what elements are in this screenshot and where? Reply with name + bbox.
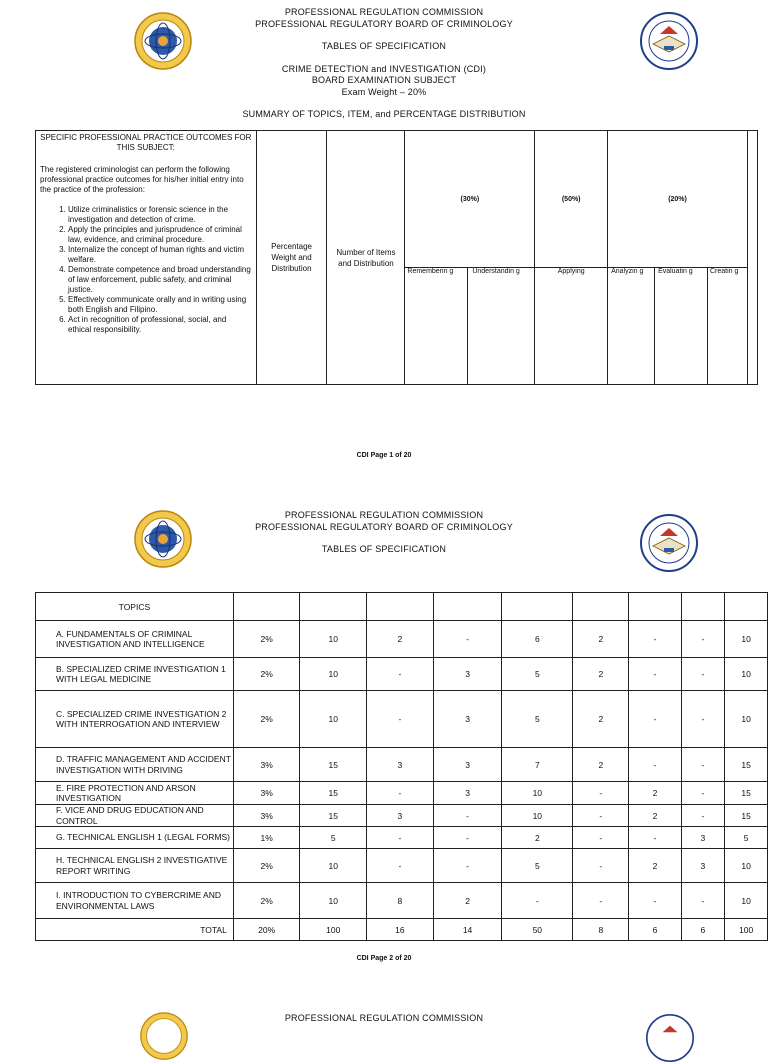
- evaluating-cell: 2: [629, 782, 681, 805]
- evaluating-cell: -: [629, 748, 681, 782]
- analyzing-cell: -: [573, 849, 629, 883]
- topic-cell: G. TECHNICAL ENGLISH 1 (LEGAL FORMS): [36, 827, 234, 849]
- table-row: [36, 782, 768, 805]
- outcomes-heading: SPECIFIC PROFESSIONAL PRACTICE OUTCOMES FOR THIS SUBJECT:: [40, 133, 252, 152]
- pct-cell: 2%: [233, 849, 300, 883]
- header-title: TABLES OF SPECIFICATION: [321, 544, 447, 554]
- list-item: 1. Utilize criminalistics or forensic science in the investigation and detection of crime.: [68, 205, 252, 225]
- total-row: [36, 919, 768, 941]
- total-cell: 100: [725, 919, 768, 941]
- col-items-header: [327, 131, 405, 385]
- creating-cell: 3: [681, 827, 725, 849]
- understanding-cell: 3: [433, 691, 502, 748]
- applying-cell: 6: [502, 621, 573, 658]
- total-cell: 10: [725, 849, 768, 883]
- pct-cell: 2%: [233, 691, 300, 748]
- remembering-cell: -: [367, 849, 434, 883]
- analyzing-cell: -: [573, 827, 629, 849]
- applying-cell: 5: [502, 849, 573, 883]
- header-summary: SUMMARY OF TOPICS, ITEM, and PERCENTAGE DISTRIBUTION: [242, 109, 526, 119]
- topic-cell: F. VICE AND DRUG EDUCATION AND CONTROL: [36, 805, 234, 827]
- topic-cell: D. TRAFFIC MANAGEMENT AND ACCIDENT INVESTIGATION WITH DRIVING: [36, 748, 234, 782]
- outcomes-intro: The registered criminologist can perform the following professional practice outcomes for his/her initial entry into the practice of the profession:: [40, 165, 244, 194]
- items-cell: 10: [300, 691, 367, 748]
- outcomes-list: [40, 205, 252, 335]
- table-row: [36, 621, 768, 658]
- applying-cell: 5: [502, 658, 573, 691]
- total-cell: 15: [725, 748, 768, 782]
- col-percentage-label: Percentage Weight and Distribution: [271, 242, 312, 273]
- items-cell: 10: [300, 883, 367, 919]
- level-evaluating: Evaluatin g: [655, 268, 708, 385]
- items-cell: 10: [300, 849, 367, 883]
- evaluating-cell: -: [629, 658, 681, 691]
- list-item: 5. Effectively communicate orally and in writing using both English and Filipino.: [68, 295, 252, 315]
- remembering-cell: 3: [367, 748, 434, 782]
- pct-cell: 2%: [233, 658, 300, 691]
- group-50-header: (50%): [535, 131, 608, 268]
- remembering-cell: 3: [367, 805, 434, 827]
- applying-cell: 50: [502, 919, 573, 941]
- header-subject: CRIME DETECTION and INVESTIGATION (CDI): [281, 63, 487, 74]
- topic-cell: A. FUNDAMENTALS OF CRIMINAL INVESTIGATION AND INTELLIGENCE: [36, 621, 234, 658]
- understanding-cell: -: [433, 621, 502, 658]
- table-row: [36, 691, 768, 748]
- evaluating-cell: -: [629, 621, 681, 658]
- total-cell: 10: [725, 658, 768, 691]
- remembering-cell: -: [367, 782, 434, 805]
- applying-cell: 2: [502, 827, 573, 849]
- topics-header: TOPICS: [36, 593, 234, 621]
- creating-cell: -: [681, 621, 725, 658]
- applying-cell: -: [502, 883, 573, 919]
- table-row: [36, 805, 768, 827]
- creating-cell: -: [681, 805, 725, 827]
- items-cell: 100: [300, 919, 367, 941]
- col-percentage-header: [256, 131, 327, 385]
- creating-cell: -: [681, 782, 725, 805]
- creating-cell: -: [681, 748, 725, 782]
- total-cell: 15: [725, 782, 768, 805]
- header-exam-subject: BOARD EXAMINATION SUBJECT: [311, 75, 457, 85]
- understanding-cell: 3: [433, 658, 502, 691]
- evaluating-cell: 6: [629, 919, 681, 941]
- understanding-cell: 2: [433, 883, 502, 919]
- pct-cell: 2%: [233, 621, 300, 658]
- items-cell: 15: [300, 805, 367, 827]
- analyzing-cell: -: [573, 782, 629, 805]
- list-item: 3. Internalize the concept of human rights and victim welfare.: [68, 245, 252, 265]
- remembering-cell: -: [367, 691, 434, 748]
- group-20-header: (20%): [608, 131, 748, 268]
- table-row: [36, 849, 768, 883]
- understanding-cell: -: [433, 827, 502, 849]
- analyzing-cell: 8: [573, 919, 629, 941]
- understanding-cell: 3: [433, 782, 502, 805]
- table-row: [36, 658, 768, 691]
- topics-table: [35, 592, 768, 941]
- list-item: 6. Act in recognition of professional, social, and ethical responsibility.: [68, 315, 252, 335]
- analyzing-cell: -: [573, 805, 629, 827]
- applying-cell: 5: [502, 691, 573, 748]
- analyzing-cell: 2: [573, 621, 629, 658]
- evaluating-cell: -: [629, 827, 681, 849]
- applying-cell: 7: [502, 748, 573, 782]
- items-cell: 15: [300, 748, 367, 782]
- header-commission: PROFESSIONAL REGULATION COMMISSION: [284, 510, 484, 520]
- items-cell: 15: [300, 782, 367, 805]
- applying-cell: 10: [502, 805, 573, 827]
- evaluating-cell: -: [629, 691, 681, 748]
- list-item: 4. Demonstrate competence and broad understanding of law enforcement, public safety, and criminal justice.: [68, 265, 252, 295]
- level-remembering: Rememberin g: [405, 268, 468, 385]
- topic-cell: H. TECHNICAL ENGLISH 2 INVESTIGATIVE REPORT WRITING: [36, 849, 234, 883]
- total-cell: 5: [725, 827, 768, 849]
- pct-cell: 2%: [233, 883, 300, 919]
- header-title: TABLES OF SPECIFICATION: [321, 41, 447, 51]
- evaluating-cell: -: [629, 883, 681, 919]
- evaluating-cell: 2: [629, 805, 681, 827]
- header-commission: PROFESSIONAL REGULATION COMMISSION: [284, 7, 484, 17]
- analyzing-cell: 2: [573, 748, 629, 782]
- topic-cell: C. SPECIALIZED CRIME INVESTIGATION 2 WITH INTERROGATION AND INTERVIEW: [36, 691, 234, 748]
- table-row: [36, 827, 768, 849]
- remembering-cell: -: [367, 658, 434, 691]
- remembering-cell: 8: [367, 883, 434, 919]
- remembering-cell: 16: [367, 919, 434, 941]
- items-cell: 10: [300, 621, 367, 658]
- header-exam-weight: Exam Weight – 20%: [341, 86, 427, 97]
- group-30-header: (30%): [405, 131, 535, 268]
- topic-cell: B. SPECIALIZED CRIME INVESTIGATION 1 WITH LEGAL MEDICINE: [36, 658, 234, 691]
- creating-cell: -: [681, 883, 725, 919]
- total-cell: 10: [725, 691, 768, 748]
- table-row: [36, 883, 768, 919]
- items-cell: 5: [300, 827, 367, 849]
- creating-cell: -: [681, 658, 725, 691]
- level-analyzing: Analyzin g: [608, 268, 655, 385]
- header-board: PROFESSIONAL REGULATORY BOARD OF CRIMINOLOGY: [255, 18, 513, 29]
- analyzing-cell: -: [573, 883, 629, 919]
- pct-cell: 20%: [233, 919, 300, 941]
- topic-cell: I. INTRODUCTION TO CYBERCRIME AND ENVIRONMENTAL LAWS: [36, 883, 234, 919]
- analyzing-cell: 2: [573, 691, 629, 748]
- total-cell: 10: [725, 883, 768, 919]
- outcomes-table: [35, 130, 758, 385]
- level-creating: Creatin g: [708, 268, 748, 385]
- remembering-cell: -: [367, 827, 434, 849]
- header-board: PROFESSIONAL REGULATORY BOARD OF CRIMINOLOGY: [255, 521, 513, 532]
- page-2-footer: CDI Page 2 of 20: [356, 955, 412, 962]
- col-items-label: Number of Items and Distribution: [336, 247, 396, 268]
- remembering-cell: 2: [367, 621, 434, 658]
- total-label: TOTAL: [36, 919, 234, 941]
- creating-cell: 6: [681, 919, 725, 941]
- evaluating-cell: 2: [629, 849, 681, 883]
- understanding-cell: 3: [433, 748, 502, 782]
- pct-cell: 1%: [233, 827, 300, 849]
- total-cell: 10: [725, 621, 768, 658]
- items-cell: 10: [300, 658, 367, 691]
- pct-cell: 3%: [233, 748, 300, 782]
- outcomes-cell: [36, 131, 257, 385]
- list-item: 2. Apply the principles and jurisprudence of criminal law, evidence, and criminal procedure.: [68, 225, 252, 245]
- understanding-cell: 14: [433, 919, 502, 941]
- pct-cell: 3%: [233, 782, 300, 805]
- pct-cell: 3%: [233, 805, 300, 827]
- understanding-cell: -: [433, 805, 502, 827]
- analyzing-cell: 2: [573, 658, 629, 691]
- topic-cell: E. FIRE PROTECTION AND ARSON INVESTIGATION: [36, 782, 234, 805]
- understanding-cell: -: [433, 849, 502, 883]
- creating-cell: 3: [681, 849, 725, 883]
- total-cell: 15: [725, 805, 768, 827]
- level-understanding: Understandin g: [468, 268, 535, 385]
- table-row: [36, 748, 768, 782]
- header-commission: PROFESSIONAL REGULATION COMMISSION: [284, 1013, 484, 1023]
- creating-cell: -: [681, 691, 725, 748]
- applying-cell: 10: [502, 782, 573, 805]
- level-applying: Applying: [535, 268, 608, 385]
- edge-cell: [747, 131, 757, 385]
- page-1-footer: CDI Page 1 of 20: [356, 452, 412, 459]
